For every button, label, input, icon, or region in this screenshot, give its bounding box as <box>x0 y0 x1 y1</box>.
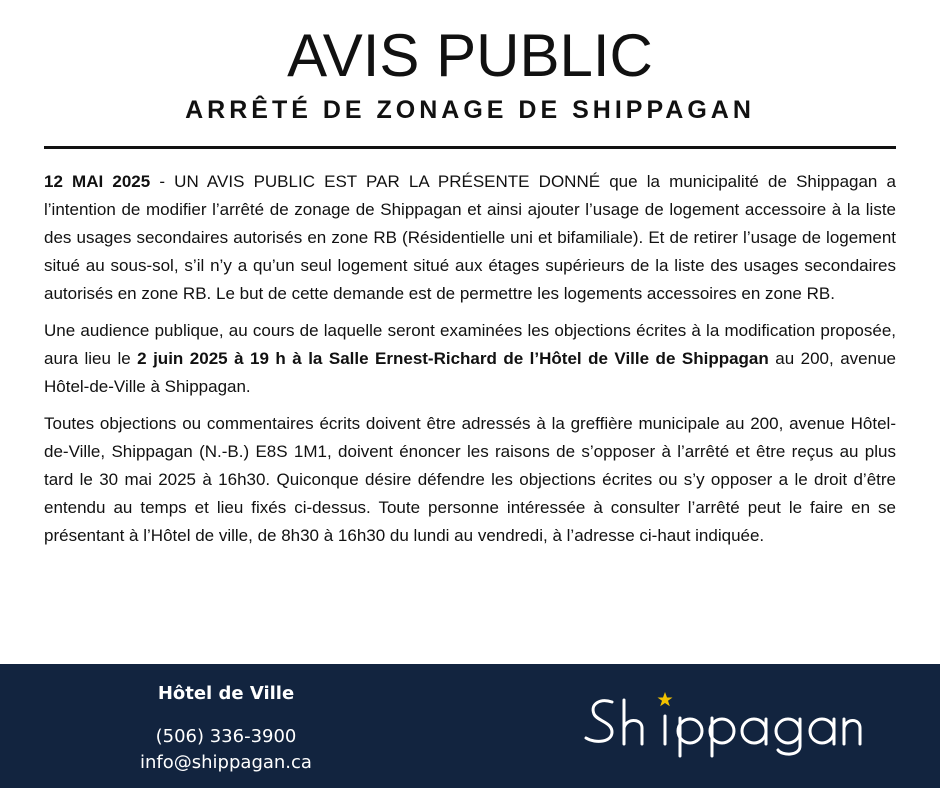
logo-graphic <box>582 688 862 758</box>
contact-email: info@shippagan.ca <box>140 752 312 773</box>
hearing-text-end: au 200, avenue Hôtel-de-Ville à Shippagan. <box>44 349 896 396</box>
notice-title: AVIS PUBLIC <box>287 22 653 89</box>
star-icon <box>658 692 673 706</box>
shippagan-logo <box>582 688 862 758</box>
paragraph-objections <box>44 410 896 550</box>
intro-text: - UN AVIS PUBLIC EST PAR LA PRÉSENTE DONNÉ que la municipalité de Shippagan a l’intention de modifier l’arrêté de zonage de Shippagan et ainsi ajouter l’usage de logement accessoire à la liste des usages secondaires autorisés en zone RB (Résidentielle uni et bifamiliale). Et de retirer l’usage de logement situé au sous-sol, s’il n’y a qu’un seul logement situé aux étages supérieurs de la liste des usages secondaires autorisés en zone RB. Le but de cette demande est de permettre les logements accessoires en zone RB. <box>44 172 896 303</box>
objections-text: Toutes objections ou commentaires écrits doivent être adressés à la greffière municipale au 200, avenue Hôtel-de-Ville, Shippagan (N.-B.) E8S 1M1, doivent énoncer les raisons de s’opposer à l’arrêté et être reçus au plus tard le 30 mai 2025 à 16h30. Quiconque désire défendre les objections écrites ou s’y opposer a le droit d’être entendu au temps et lieu fixés ci-dessus. Toute personne intéressée à consulter l’arrêté peut le faire en se présentant à l’Hôtel de ville, de 8h30 à 16h30 du lundi au vendredi, à l’adresse ci-haut indiquée. <box>44 414 896 545</box>
notice-date: 12 MAI 2025 <box>44 172 151 191</box>
hearing-text-start: Une audience publique, au cours de laquelle seront examinées les objections écrites à la modification proposée, aura lieu le <box>44 321 896 368</box>
hearing-date-location: 2 juin 2025 à 19 h à la Salle Ernest-Richard de l’Hôtel de Ville de Shippagan <box>137 349 769 368</box>
notice-body <box>44 168 896 559</box>
title-divider <box>44 146 896 149</box>
contact-block <box>108 680 344 776</box>
notice-subtitle: ARRÊTÉ DE ZONAGE DE SHIPPAGAN <box>185 96 755 124</box>
contact-phone: (506) 336-3900 <box>155 726 297 747</box>
paragraph-intro <box>44 168 896 308</box>
paragraph-hearing <box>44 317 896 401</box>
contact-org: Hôtel de Ville <box>157 683 295 704</box>
